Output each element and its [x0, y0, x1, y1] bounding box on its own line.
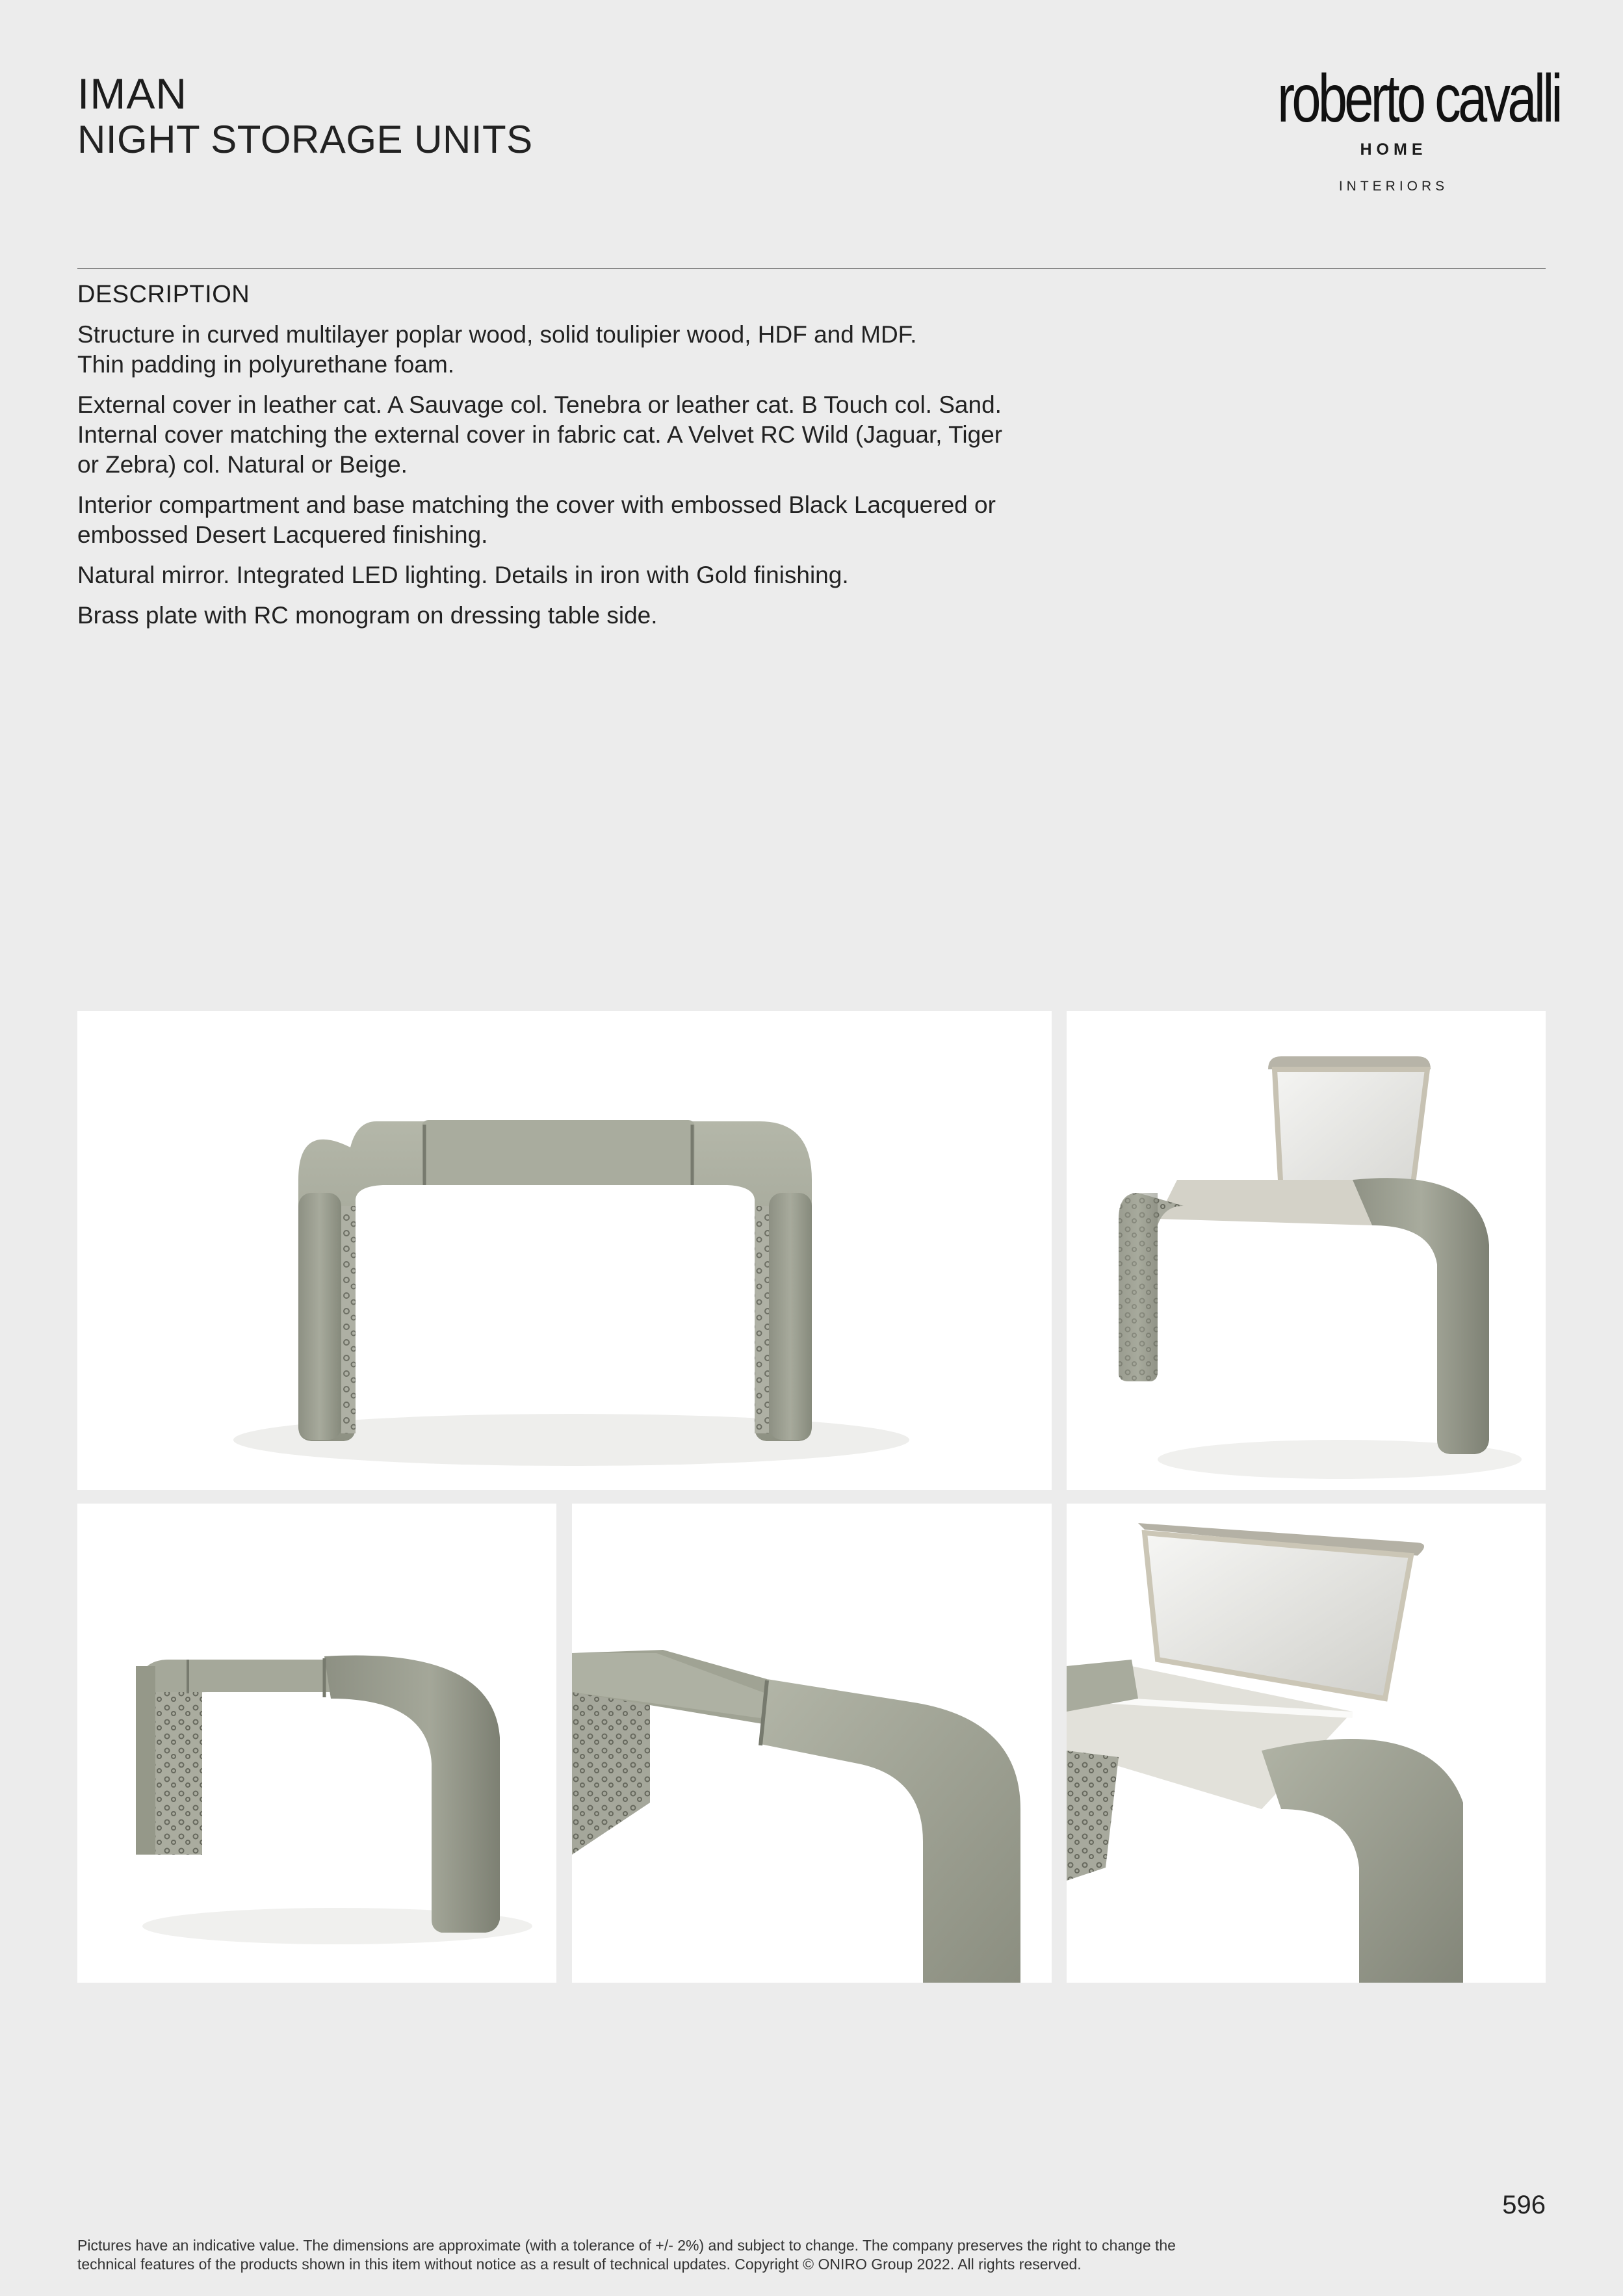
- product-photo-front: [77, 1011, 1052, 1490]
- description-paragraph-plate: Brass plate with RC monogram on dressing table side.: [77, 601, 658, 629]
- brand-line-interiors: INTERIORS: [1338, 179, 1449, 194]
- product-category: NIGHT STORAGE UNITS: [77, 117, 533, 161]
- product-photo-detail: [572, 1504, 1052, 1983]
- description-paragraph-cover: External cover in leather cat. A Sauvage col. Tenebra or leather cat. B Touch col. Sand. Internal cover matching the external cover in fabric cat. A Velvet RC Wild (Jaguar, Tiger or Zebra) col. Natural or Beige.: [77, 391, 1003, 478]
- description-paragraph-structure: Structure in curved multilayer poplar wood, solid toulipier wood, HDF and MDF. Thin padding in polyurethane foam.: [77, 320, 917, 378]
- description-paragraph-interior: Interior compartment and base matching the cover with embossed Black Lacquered or embossed Desert Lacquered finishing.: [77, 491, 996, 548]
- brand-wordmark: roberto cavalli: [1277, 61, 1560, 137]
- product-name: IMAN: [77, 70, 187, 118]
- header-divider: [77, 268, 1546, 269]
- description-section: [77, 280, 1091, 641]
- product-photo-open-led: [1067, 1504, 1546, 1983]
- brand-line-home: HOME: [1360, 140, 1427, 159]
- footer-disclaimer: Pictures have an indicative value. The dimensions are approximate (with a tolerance of +/- 2%) and subject to change. The company preserves the right to change the technical features of the products shown in this item without notice as a result of technical updates. Copyright © ONIRO Group 2022. All rights reserved.: [77, 2237, 1176, 2273]
- product-photo-open-mirror: [1067, 1011, 1546, 1490]
- description-heading: DESCRIPTION: [77, 281, 250, 308]
- brand-logo: [1241, 61, 1560, 194]
- description-paragraph-mirror: Natural mirror. Integrated LED lighting. Details in iron with Gold finishing.: [77, 561, 849, 588]
- product-photo-side: [77, 1504, 556, 1983]
- page-number: 596: [1502, 2191, 1546, 2219]
- title-block: [77, 70, 533, 161]
